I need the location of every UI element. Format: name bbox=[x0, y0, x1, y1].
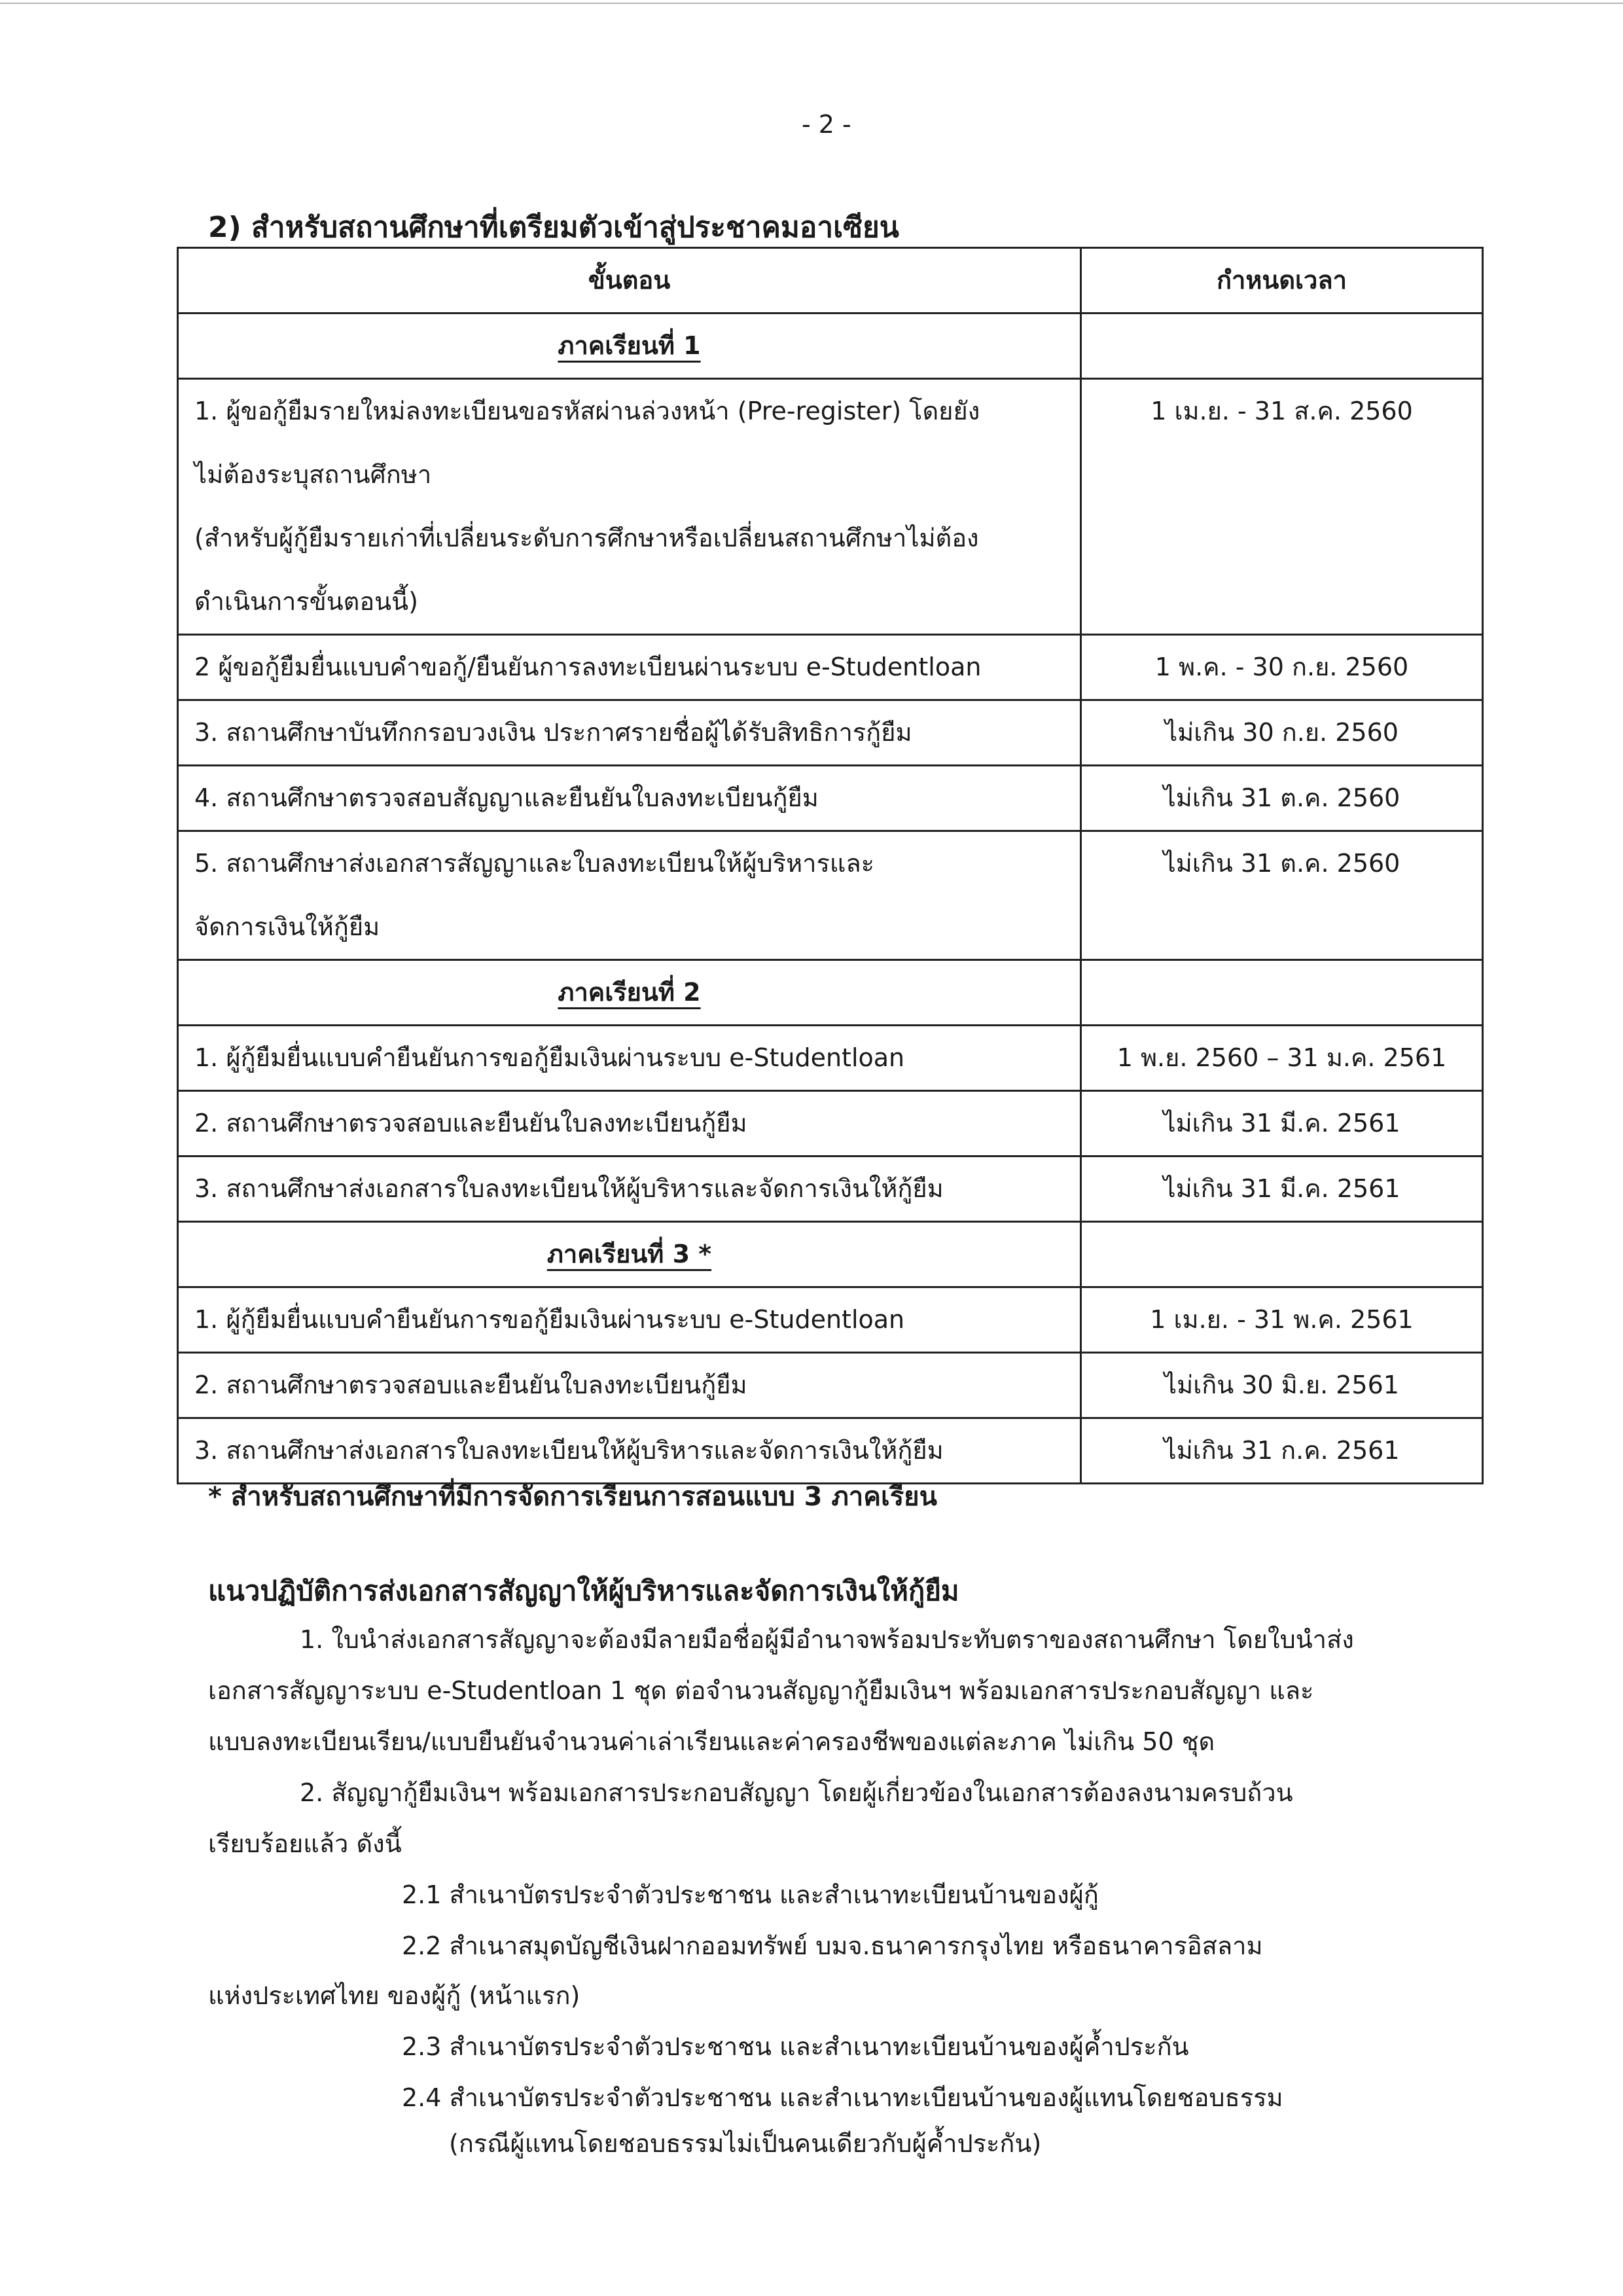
step-line: 1. ผู้กู้ยืมยื่นแบบคำยืนยันการขอกู้ยืมเงินผ่านระบบ e-Studentloan bbox=[194, 1043, 905, 1072]
deadline-cell: ไม่เกิน 31 มี.ค. 2561 bbox=[1081, 1091, 1483, 1157]
deadline-cell: 1 เม.ย. - 31 ส.ค. 2560 bbox=[1081, 379, 1483, 635]
deadline-cell: ไม่เกิน 30 ก.ย. 2560 bbox=[1081, 700, 1483, 766]
deadline-cell: ไม่เกิน 31 ต.ค. 2560 bbox=[1081, 766, 1483, 831]
guideline-line: (กรณีผู้แทนโดยชอบธรรมไม่เป็นคนเดียวกับผู้ค้ำประกัน) bbox=[449, 2129, 1042, 2158]
table-row bbox=[178, 831, 1483, 960]
step-cell bbox=[178, 766, 1081, 831]
guidelines-title: แนวปฏิบัติการส่งเอกสารสัญญาให้ผู้บริหารและจัดการเงินให้กู้ยืม bbox=[208, 1575, 959, 1607]
step-line: 2. สถานศึกษาตรวจสอบและยืนยันใบลงทะเบียนกู้ยืม bbox=[194, 1371, 747, 1399]
step-line: 2 ผู้ขอกู้ยืมยื่นแบบคำขอกู้/ยืนยันการลงทะเบียนผ่านระบบ e-Studentloan bbox=[194, 653, 982, 681]
guideline-line: 2.4 สำเนาบัตรประจำตัวประชาชน และสำเนาทะเบียนบ้านของผู้แทนโดยชอบธรรม bbox=[402, 2083, 1283, 2112]
table-row bbox=[178, 1157, 1483, 1222]
guideline-line: 2.1 สำเนาบัตรประจำตัวประชาชน และสำเนาทะเบียนบ้านของผู้กู้ bbox=[402, 1880, 1099, 1909]
step-line: 4. สถานศึกษาตรวจสอบสัญญาและยืนยันใบลงทะเบียนกู้ยืม bbox=[194, 783, 819, 812]
step-cell bbox=[178, 635, 1081, 700]
term-row bbox=[178, 1222, 1483, 1287]
deadline-cell: ไม่เกิน 30 มิ.ย. 2561 bbox=[1081, 1353, 1483, 1418]
guideline-line: เอกสารสัญญาระบบ e-Studentloan 1 ชุด ต่อจำนวนสัญญากู้ยืมเงินฯ พร้อมเอกสารประกอบสัญญา และ bbox=[208, 1676, 1314, 1705]
step-cell bbox=[178, 831, 1081, 960]
deadline-cell: ไม่เกิน 31 มี.ค. 2561 bbox=[1081, 1157, 1483, 1222]
guideline-line: 2. สัญญากู้ยืมเงินฯ พร้อมเอกสารประกอบสัญญา โดยผู้เกี่ยวข้องในเอกสารต้องลงนามครบถ้วน bbox=[300, 1778, 1293, 1807]
header-deadline: กำหนดเวลา bbox=[1081, 248, 1483, 314]
term-empty-cell bbox=[1081, 1222, 1483, 1287]
table-row bbox=[178, 1091, 1483, 1157]
step-cell bbox=[178, 1026, 1081, 1091]
guideline-line: แห่งประเทศไทย ของผู้กู้ (หน้าแรก) bbox=[208, 1981, 580, 2010]
term-asterisk: * bbox=[690, 1240, 712, 1268]
term-empty-cell bbox=[1081, 314, 1483, 379]
step-line: 3. สถานศึกษาส่งเอกสารใบลงทะเบียนให้ผู้บริหารและจัดการเงินให้กู้ยืม bbox=[194, 1174, 944, 1203]
step-line: 1. ผู้กู้ยืมยื่นแบบคำยืนยันการขอกู้ยืมเงินผ่านระบบ e-Studentloan bbox=[194, 1305, 905, 1334]
term-row bbox=[178, 960, 1483, 1026]
term-title: ภาคเรียนที่ 2 bbox=[558, 978, 701, 1007]
table-row bbox=[178, 635, 1483, 700]
step-line: จัดการเงินให้กู้ยืม bbox=[194, 912, 380, 941]
table-row bbox=[178, 1026, 1483, 1091]
table-row bbox=[178, 1287, 1483, 1353]
step-line: 1. ผู้ขอกู้ยืมรายใหม่ลงทะเบียนขอรหัสผ่านล่วงหน้า (Pre-register) โดยยัง bbox=[194, 397, 980, 425]
page-number: - 2 - bbox=[802, 110, 851, 139]
table-row bbox=[178, 1353, 1483, 1418]
guideline-line: 2.2 สำเนาสมุดบัญชีเงินฝากออมทรัพย์ บมจ.ธนาคารกรุงไทย หรือธนาคารอิสลาม bbox=[402, 1931, 1263, 1960]
step-line: ไม่ต้องระบุสถานศึกษา bbox=[194, 460, 432, 489]
top-border-rule bbox=[0, 3, 1623, 4]
step-line: 2. สถานศึกษาตรวจสอบและยืนยันใบลงทะเบียนกู้ยืม bbox=[194, 1109, 747, 1138]
deadline-cell: 1 พ.ค. - 30 ก.ย. 2560 bbox=[1081, 635, 1483, 700]
step-cell bbox=[178, 379, 1081, 635]
deadline-cell: ไม่เกิน 31 ต.ค. 2560 bbox=[1081, 831, 1483, 960]
header-step: ขั้นตอน bbox=[178, 248, 1081, 314]
guideline-line: เรียบร้อยแล้ว ดังนี้ bbox=[208, 1829, 402, 1858]
table-row bbox=[178, 1418, 1483, 1484]
table-row bbox=[178, 700, 1483, 766]
step-cell bbox=[178, 1418, 1081, 1484]
footnote: * สำหรับสถานศึกษาที่มีการจัดการเรียนการสอนแบบ 3 ภาคเรียน bbox=[208, 1482, 937, 1512]
term-title: ภาคเรียนที่ 3 bbox=[546, 1240, 690, 1268]
table-row bbox=[178, 379, 1483, 635]
step-line: (สำหรับผู้กู้ยืมรายเก่าที่เปลี่ยนระดับการศึกษาหรือเปลี่ยนสถานศึกษาไม่ต้อง bbox=[194, 524, 979, 552]
term-heading bbox=[178, 960, 1081, 1026]
step-cell bbox=[178, 1353, 1081, 1418]
term-title: ภาคเรียนที่ 1 bbox=[558, 331, 701, 360]
step-cell bbox=[178, 1091, 1081, 1157]
step-cell bbox=[178, 1287, 1081, 1353]
deadline-cell: 1 เม.ย. - 31 พ.ค. 2561 bbox=[1081, 1287, 1483, 1353]
step-cell bbox=[178, 1157, 1081, 1222]
step-cell bbox=[178, 700, 1081, 766]
section-title: 2) สำหรับสถานศึกษาที่เตรียมตัวเข้าสู่ประชาคมอาเซียน bbox=[208, 211, 899, 244]
guideline-line: แบบลงทะเบียนเรียน/แบบยืนยันจำนวนค่าเล่าเรียนและค่าครองชีพของแต่ละภาค ไม่เกิน 50 ชุด bbox=[208, 1727, 1215, 1756]
step-line: ดำเนินการขั้นตอนนี้) bbox=[194, 587, 418, 616]
term-empty-cell bbox=[1081, 960, 1483, 1026]
term-heading bbox=[178, 1222, 1081, 1287]
step-line: 3. สถานศึกษาบันทึกกรอบวงเงิน ประกาศรายชื่อผู้ได้รับสิทธิการกู้ยืม bbox=[194, 718, 912, 747]
deadline-cell: ไม่เกิน 31 ก.ค. 2561 bbox=[1081, 1418, 1483, 1484]
schedule-table bbox=[177, 247, 1484, 1484]
term-heading bbox=[178, 314, 1081, 379]
guideline-line: 2.3 สำเนาบัตรประจำตัวประชาชน และสำเนาทะเบียนบ้านของผู้ค้ำประกัน bbox=[402, 2032, 1189, 2061]
deadline-cell: 1 พ.ย. 2560 – 31 ม.ค. 2561 bbox=[1081, 1026, 1483, 1091]
guideline-line: 1. ใบนำส่งเอกสารสัญญาจะต้องมีลายมือชื่อผู้มีอำนาจพร้อมประทับตราของสถานศึกษา โดยใบนำส่ง bbox=[300, 1625, 1354, 1654]
table-header-row bbox=[178, 248, 1483, 314]
step-line: 5. สถานศึกษาส่งเอกสารสัญญาและใบลงทะเบียนให้ผู้บริหารและ bbox=[194, 849, 875, 878]
table-row bbox=[178, 766, 1483, 831]
step-line: 3. สถานศึกษาส่งเอกสารใบลงทะเบียนให้ผู้บริหารและจัดการเงินให้กู้ยืม bbox=[194, 1436, 944, 1465]
term-row bbox=[178, 314, 1483, 379]
